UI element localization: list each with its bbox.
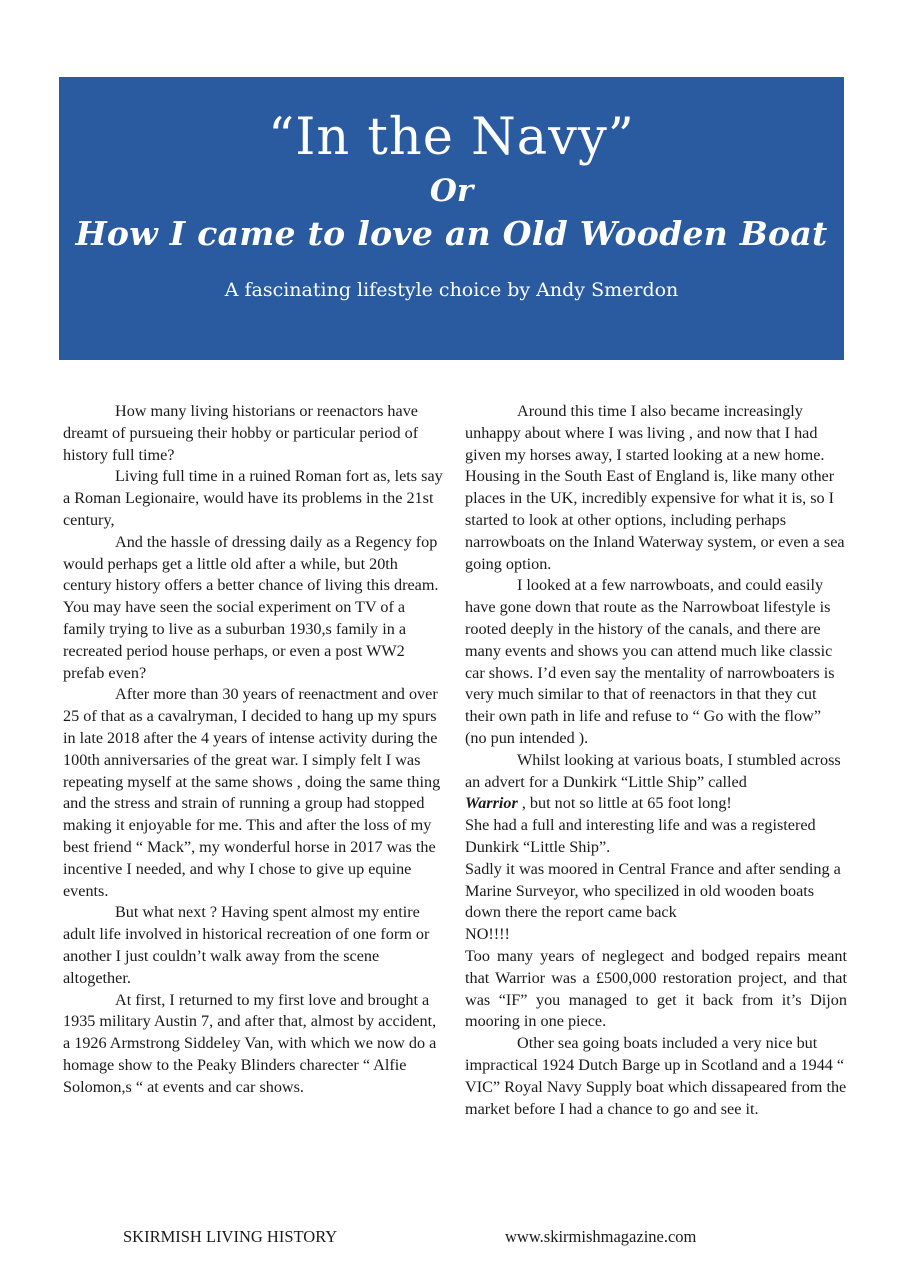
article-or: Or	[429, 173, 474, 209]
paragraph: Around this time I also became increasingly unhappy about where I was living , and now that I had given my horses away, I started looking at a new home. Housing in the South East of England is, like many other places in the UK, incredibly expensive for what it is, so I started to look at other options, including perhaps narrowboats on the Inland Waterway system, or even a sea going option.	[465, 402, 845, 573]
paragraph: She had a full and interesting life and was a registered Dunkirk “Little Ship”.	[465, 816, 816, 856]
article-title: “In the Navy”	[268, 108, 635, 167]
paragraph: After more than 30 years of reenactment and over 25 of that as a cavalryman, I decided to hang up my spurs in late 2018 after the 4 years of intense activity during the 100th anniversaries of the great war. I simply felt I was repeating myself at the same shows , doing the same thing and the stress and strain of running a group had stopped making it enjoyable for me. This and after the loss of my best friend “ Mack”, my wonderful horse in 2017 was the incentive I needed, and why I chose to give up equine events.	[63, 685, 441, 900]
paragraph: (no pun intended ).	[465, 728, 589, 747]
paragraph: NO!!!!	[465, 925, 510, 944]
right-column	[465, 401, 847, 1120]
article-byline: A fascinating lifestyle choice by Andy Smerdon	[224, 279, 679, 301]
paragraph: At first, I returned to my first love and brought a 1935 military Austin 7, and after that, almost by accident, a 1926 Armstrong Siddeley Van, with which we now do a homage show to the Peaky Blinders charecter “ Alfie Solomon,s “ at events and car shows.	[63, 990, 437, 1096]
paragraph: I looked at a few narrowboats, and could easily have gone down that route as the Narrowboat lifestyle is rooted deeply in the history of the canals, and there are many events and shows you can attend much like classic car shows. I’d even say the mentality of narrowboaters is very much similar to that of reenactors in that they cut their own path in life and refuse to “ Go with the flow”	[465, 576, 835, 726]
article-subtitle: How I came to love an Old Wooden Boat	[75, 214, 828, 253]
paragraph-text: Whilst looking at various boats, I stumbled across an advert for a Dunkirk “Little Ship” called	[465, 750, 841, 791]
paragraph: And the hassle of dressing daily as a Regency fop would perhaps get a little old after a while, but 20th century history offers a better chance of living this dream.	[63, 532, 439, 595]
paragraph: Living full time in a ruined Roman fort as, lets say a Roman Legionaire, would have its problems in the 21st century,	[63, 467, 443, 529]
paragraph	[465, 750, 847, 815]
paragraph-text: , but not so little at 65 foot long!	[517, 794, 732, 813]
paragraph: You may have seen the social experiment on TV of a family trying to live as a suburban 1930,s family in a recreated period house perhaps, or even a post WW2 prefab even?	[63, 598, 407, 682]
boat-name-warrior: Warrior	[465, 794, 518, 813]
paragraph: Sadly it was moored in Central France and after sending a Marine Surveyor, who specilized in old wooden boats down there the report came back	[465, 859, 841, 922]
paragraph: How many living historians or reenactors have dreamt of pursueing their hobby or particular period of history full time?	[63, 402, 419, 464]
paragraph: But what next ? Having spent almost my entire adult life involved in historical recreation of one form or another I just couldn’t walk away from the scene altogether.	[63, 903, 430, 987]
paragraph: Other sea going boats included a very nice but impractical 1924 Dutch Barge up in Scotland and a 1944 “ VIC” Royal Navy Supply boat which dissapeared from the market before I had a chance to go and see it.	[465, 1034, 847, 1118]
paragraph: Too many years of neglegect and bodged repairs meant that Warrior was a £500,000 restoration project, and that was “IF” you managed to get it back from it’s Dijon mooring in one piece.	[465, 946, 847, 1031]
title-banner	[59, 77, 844, 360]
footer-website: www.skirmishmagazine.com	[505, 1227, 697, 1246]
footer-magazine-name: SKIRMISH LIVING HISTORY	[123, 1227, 338, 1246]
left-column	[63, 401, 443, 1099]
